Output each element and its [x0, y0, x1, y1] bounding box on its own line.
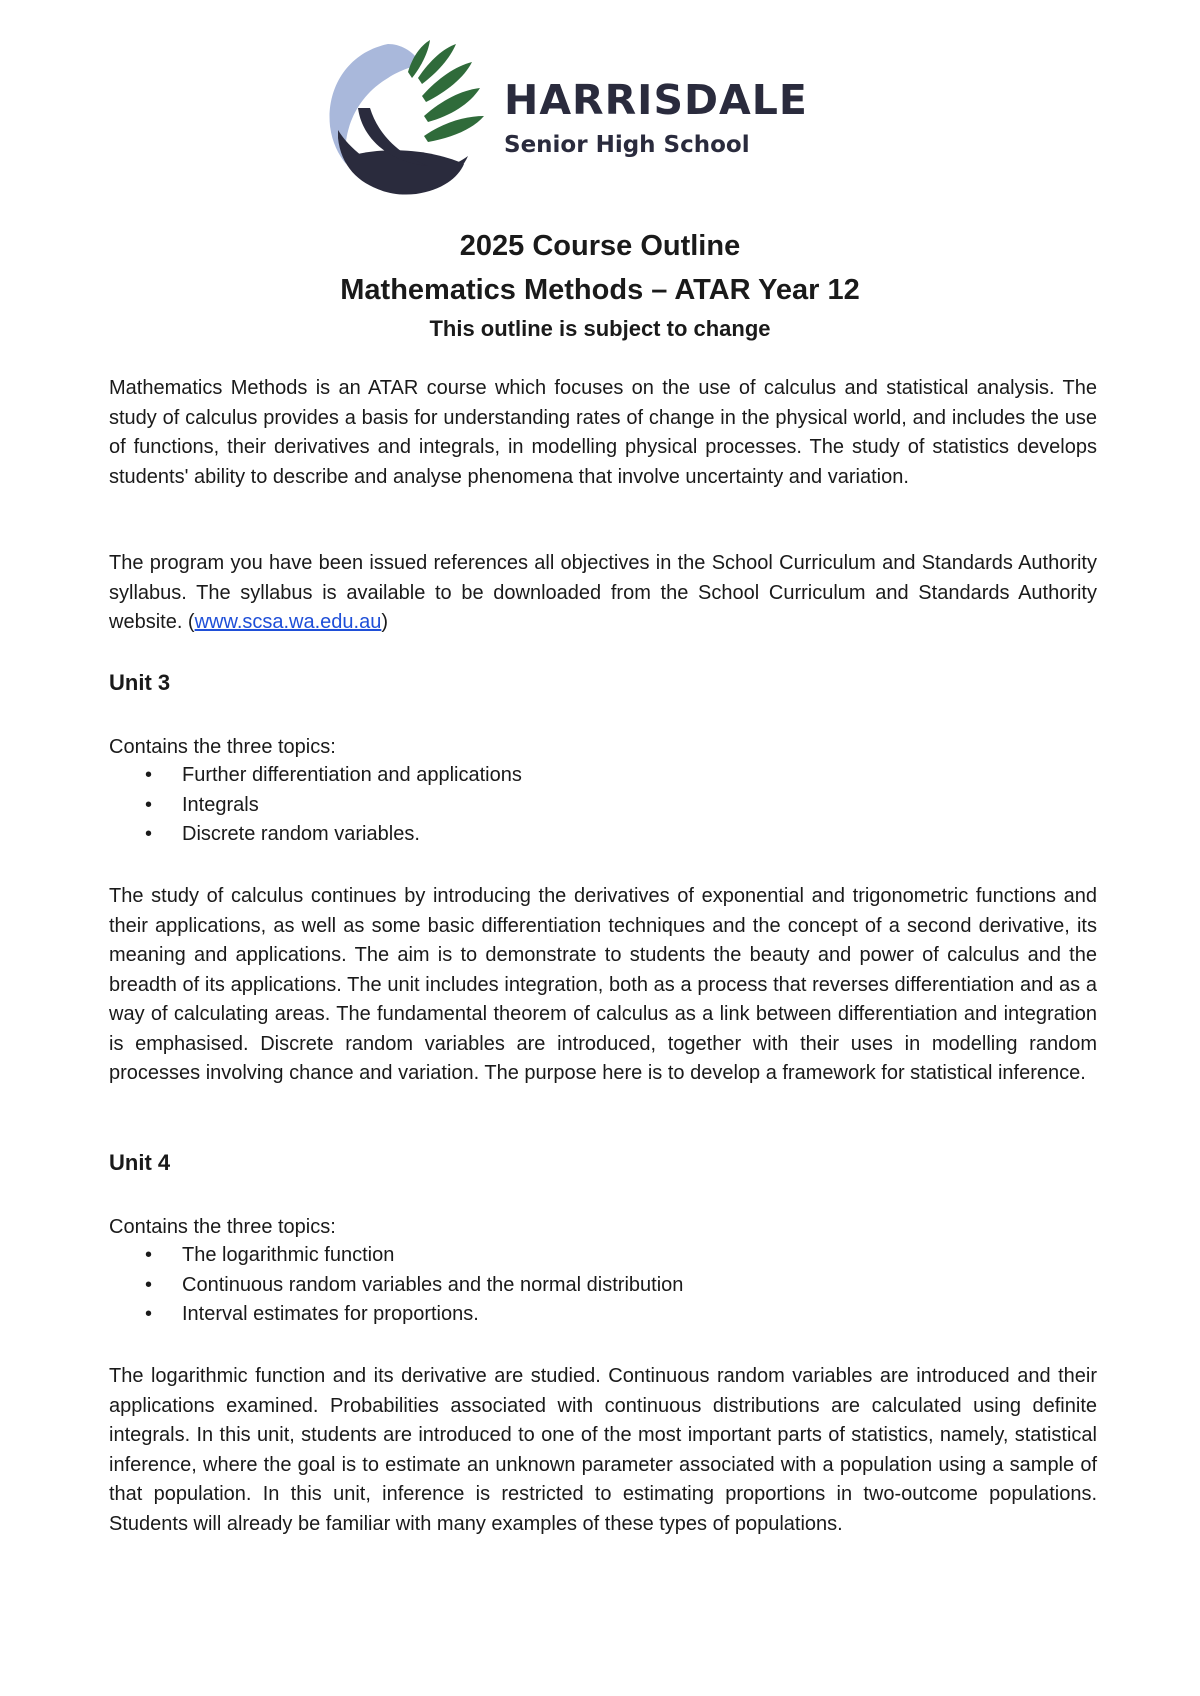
list-item [109, 1271, 683, 1301]
unit-4-topic-list [109, 1241, 683, 1330]
logo-school-subtitle: Senior High School [504, 132, 750, 158]
topic-label: Integrals [182, 793, 259, 816]
topic-label: The logarithmic function [182, 1244, 395, 1266]
bullet-icon: • [145, 823, 153, 845]
school-logo [318, 38, 808, 206]
list-item [109, 761, 522, 791]
intro-paragraph: Mathematics Methods is an ATAR course which focuses on the use of calculus and statistical analysis. The study of calculus provides a basis for understanding rates of change in the physical world, and includes the use of functions, their derivatives and integrals, in modelling physical processes. The study of statistics develops students' ability to describe and analyse phenomena that involve uncertainty and variation. [109, 377, 1097, 488]
list-item [109, 791, 522, 821]
bullet-icon: • [145, 1273, 153, 1296]
unit-4-description: The logarithmic function and its derivative are studied. Continuous random variables are introduced and their applications examined. Probabilities associated with continuous distributions are calculated using definite integrals. In this unit, students are introduced to one of the most important parts of statistics, namely, statistical inference, where the goal is to estimate an unknown parameter associated with a population using a sample of that population. In this unit, inference is restricted to estimating proportions in two-outcome populations. Students will already be familiar with many examples of these types of populations. [109, 1365, 1097, 1535]
unit-4-heading: Unit 4 [109, 1150, 171, 1175]
school-crest-icon [318, 38, 498, 206]
topic-label: Discrete random variables. [182, 823, 420, 845]
bullet-icon: • [145, 764, 153, 786]
unit-3-heading: Unit 3 [109, 670, 171, 695]
syllabus-paragraph-closing: ) [381, 611, 389, 633]
unit-3-description: The study of calculus continues by introducing the derivatives of exponential and trigonometric functions and their applications, as well as some basic differentiation techniques and the concept of a second derivative, its meaning and applications. The aim is to demonstrate to students the beauty and power of calculus and the breadth of its applications. The unit includes integration, both as a process that reverses differentiation and as a way of calculating areas. The fundamental theorem of calculus as a link between differentiation and integration is emphasised. Discrete random variables are introduced, together with their uses in modelling random processes involving chance and variation. The purpose here is to develop a framework for statistical inference. [109, 885, 1097, 1084]
course-name-title: Mathematics Methods – ATAR Year 12 [340, 274, 860, 306]
topic-label: Interval estimates for proportions. [182, 1303, 479, 1325]
topic-label: Continuous random variables and the normal distribution [182, 1273, 684, 1296]
unit-3-topic-list [109, 761, 522, 850]
list-item [109, 1300, 683, 1330]
bullet-icon: • [145, 1244, 153, 1266]
list-item [109, 1241, 683, 1271]
bullet-icon: • [145, 1303, 153, 1325]
subject-to-change-notice: This outline is subject to change [429, 316, 771, 341]
unit-3-topics-intro: Contains the three topics: [109, 736, 336, 758]
syllabus-paragraph [109, 549, 1097, 638]
topic-label: Further differentiation and applications [182, 764, 522, 786]
scsa-website-link[interactable]: www.scsa.wa.edu.au [194, 611, 382, 633]
course-outline-title: 2025 Course Outline [459, 230, 741, 262]
unit-4-topics-intro: Contains the three topics: [109, 1216, 336, 1238]
logo-school-name: HARRISDALE [504, 76, 808, 124]
syllabus-paragraph-text: The program you have been issued references all objectives in the School Curriculum and Standards Authority syllabus. The syllabus is available to be downloaded from the School Curriculum and Standards Authority website. ( [109, 552, 1097, 633]
bullet-icon: • [145, 793, 153, 816]
list-item [109, 820, 522, 850]
